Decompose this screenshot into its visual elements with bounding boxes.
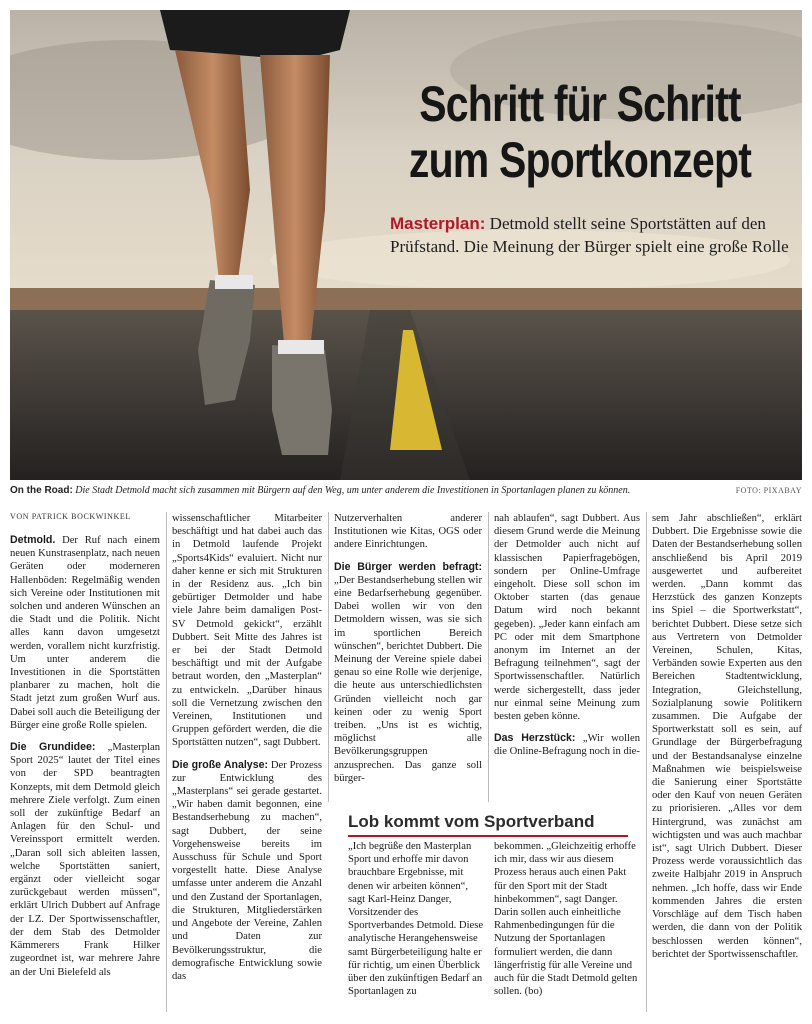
column-1 <box>10 534 160 979</box>
dateline: Detmold. <box>10 534 56 546</box>
paragraph <box>172 759 322 983</box>
infobox-text-left: „Ich begrüße den Masterplan Sport und erhoffe mir davon brauchbare Ergebnisse, mit denen wir arbeiten können“, sagt Karl-Heinz Danger, Vorsitzender des Sportverbandes Detmold. Diese analytische Herangehensweise samt Bürgerbeteiligung halte er für richtig, um einen Überblick über den zukünftigen Bedarf an Sportanlagen zu <box>348 841 484 998</box>
headline-line-1: Schritt für Schritt <box>419 76 741 132</box>
paragraph-text: wissenschaftlicher Mitarbeiter beschäftigt und hat dabei auch das in Detmold laufende Projekt „Sports4Kids“ evaluiert. Nicht nur daher kenne er sich mit Strukturen in der Residenz aus. „Ich bin gebürtiger Detmolder und habe viele Jahre beim damaligen Post-SV Detmold gekickt“, erzählt Dubbert. Seit Mitte des Jahres ist er bei der Stadt Detmold beschäftigt und mit der Aufgabe betraut worden, den „Masterplan“ zu entwickeln. „Darüber hinaus soll die Vernetzung zwischen den Vereinen, Institutionen und Gruppen gefördert werden, die die Sportstätten nutzen“, sagt Dubbert. <box>172 513 322 749</box>
column-rule <box>646 512 647 1012</box>
byline: VON PATRICK BOCKWINKEL <box>10 512 131 521</box>
infobox-column-2 <box>494 840 640 998</box>
paragraph <box>10 534 160 732</box>
deck <box>390 212 790 258</box>
infobox-text-right: bekommen. „Gleichzeitig erhoffe ich mir, dass wir aus diesem Prozess heraus auch einen Pakt für den Sport mit der Stadt hinbekommen“, sagt Danger. Darin sollen auch einheitliche Rahmenbedingungen für die Nutzung der Sportanlagen formuliert werden, die dann längerfristig für alle Vereine und auch für die Stadt Detmold gelten sollen. <box>494 841 638 998</box>
paragraph <box>652 512 802 961</box>
subhead: Die Grundidee: <box>10 741 96 754</box>
subhead: Die Bürger werden befragt: <box>334 560 482 573</box>
caption-text: Die Stadt Detmold macht sich zusammen mit Bürgern auf den Weg, um unter anderem die Investitionen in Sportanlagen planen zu können. <box>72 485 631 496</box>
paragraph <box>10 741 160 979</box>
headline-line-2: zum Sportkonzept <box>408 132 752 188</box>
paragraph <box>494 512 640 723</box>
caption-label: On the Road: <box>10 485 73 496</box>
paragraph-text: „Masterplan Sport 2025“ lautet der Titel eines von der SPD beantragten Konzepts, mit dem Detmold gleich mehrere Ziele verfolgt. Zum einen soll der zukünftige Bedarf an Anlagen für den Schul- und Vereinssport ermittelt werden. „Daran soll sich ableiten lassen, welche Sportstätten saniert, ergänzt oder vielleicht sogar zurückgebaut werden müssen“, erklärt Ulrich Dubbert auf Anfrage der LZ. Der Sportwissenschaftler, der dem Stab des Detmolder Kämmerers Frank Hilker zugeordnet ist, war mehrere Jahre an der Uni Bielefeld als <box>10 742 160 978</box>
photo-credit: FOTO: PIXABAY <box>735 486 802 495</box>
paragraph-text: Der Prozess zur Entwicklung des „Masterplans“ sei gerade gestartet. „Wir haben damit begonnen, eine Bestandserhebung zu machen“, sagt Dubbert, der seine Vorgehensweise bereits im Ausschuss für Schule und Sport vorgestellt hatte. Diese Analyse umfasse unter anderem die Anzahl und den Zustand der Sportanlagen, die Strukturen, Mitgliederstärken und Angebote der Vereine, Zahlen und Daten zur Bevölkerungsstruktur, die demografische Entwicklung sowie das <box>172 759 322 982</box>
subhead: Die große Analyse: <box>172 758 269 771</box>
paragraph-text: „Wir wollen die Online-Befragung noch in die- <box>494 733 640 758</box>
column-3 <box>334 512 482 785</box>
paragraph-text: sem Jahr abschließen“, erklärt Dubbert. Die Ergebnisse sowie die Daten der Bestandserhebung sollen anschließend bis April 2019 ausgewertet und aufbereitet werden. „Dann kommt das Herzstück des ganzen Konzepts ins Spiel – die Sportwerkstatt“, berichtet Dubbert. Diese setze sich aus Vertretern von Detmolder Vereinen, Schulen, Kitas, Verbänden sowie Experten aus den Bereichen Stadtentwicklung, Integration, Gleichstellung, Sozialplanung sowie Politikern zusammen. Die Aufgabe der Sportwerkstatt soll es sein, auf Grundlage der Bürgerbefragung und der Bestandsanalyse einzelne Maßnahmen wie beispielsweise die Sanierung einer Sportstätte oder den Kauf von neuen Geräten zu priorisieren. „Alles vor dem Hintergrund, was zunächst am wichtigsten und was auch machbar ist“, sagt Ulrich Dubbert. Dieser Prozess werde voraussichtlich das zweite Halbjahr 2019 in Anspruch nehmen. „Ich hoffe, dass wir Ende kommenden Jahres die ersten Vorschläge auf dem Tisch haben werden, die dann von der Politik beschlossen werden können“, berichtet der Sportwissenschaftler. <box>652 513 802 960</box>
subhead: Das Herzstück: <box>494 732 576 745</box>
author-sign: (bo) <box>524 986 543 998</box>
deck-kicker: Masterplan: <box>390 214 486 233</box>
column-5 <box>652 512 802 961</box>
paragraph-text: Der Ruf nach einem neuen Kunstrasenplatz, nach neuen Geräten oder moderneren Hallenböden: Regelmäßig wenden sich Vereine oder Institutionen mit solchen und anderen Wünschen an die Stadt und die Politik. Nicht alles kann davon umgesetzt werden, vorallem nicht kurzfristig. Um unter anderem die Investitionen in die Sportstätten planbarer zu machen, holt die Stadt jetzt zum großen Wurf aus. Dabei soll auch die Beteiligung der Bürger eine große Rolle spielen. <box>10 535 160 731</box>
paragraph-text: Nutzerverhalten anderer Institutionen wie Kitas, OGS oder andere Einrichtungen. <box>334 513 482 551</box>
headline <box>400 76 761 188</box>
column-rule <box>488 512 489 802</box>
infobox-paragraph <box>494 840 640 998</box>
column-2 <box>172 512 322 983</box>
column-4 <box>494 512 640 759</box>
paragraph <box>494 732 640 758</box>
paragraph <box>334 561 482 785</box>
photo-caption <box>10 484 802 497</box>
column-rule <box>328 512 329 802</box>
paragraph <box>172 512 322 750</box>
paragraph-text: „Der Bestandserhebung stellen wir eine Bedarfserhebung gegenüber. Dabei wollen wir von den Detmoldern wissen, was sie sich im sportlichen Bereich wünschen“, berichtet Dubbert. Die Meinung der Vereine spiele dabei genau so eine Rolle wie derjenige, die heute aus unterschiedlichsten Gründen vielleicht noch gar keinen oder zu wenig Sport treiben. „Uns ist es wichtig, möglichst alle Bevölkerungsgruppen anzusprechen. Das ganze soll bürger- <box>334 574 482 784</box>
paragraph-text: nah ablaufen“, sagt Dubbert. Aus diesem Grund werde die Meinung der Detmolder auch nicht auf klassischen Papierfragebögen, sondern per Online-Umfrage eingeholt. Diese soll schon im Oktober starten (das genaue Datum wird noch bekannt gegeben). „Jeder kann einfach am PC oder mit dem Smartphone anonym im Internet an der Befragung teilnehmen“, sagt der Sportwissenschaftler. Natürlich werde sichergestellt, dass jeder nur einmal seine Meinung zum besten geben könne. <box>494 513 640 723</box>
paragraph <box>334 512 482 552</box>
deck-text: Detmold stellt seine Sportstätten auf den Prüfstand. Die Meinung der Bürger spielt eine große Rolle <box>390 214 789 256</box>
infobox-title: Lob kommt vom Sportverband <box>348 812 628 837</box>
infobox-column-1 <box>348 840 484 998</box>
column-rule <box>166 512 167 1012</box>
